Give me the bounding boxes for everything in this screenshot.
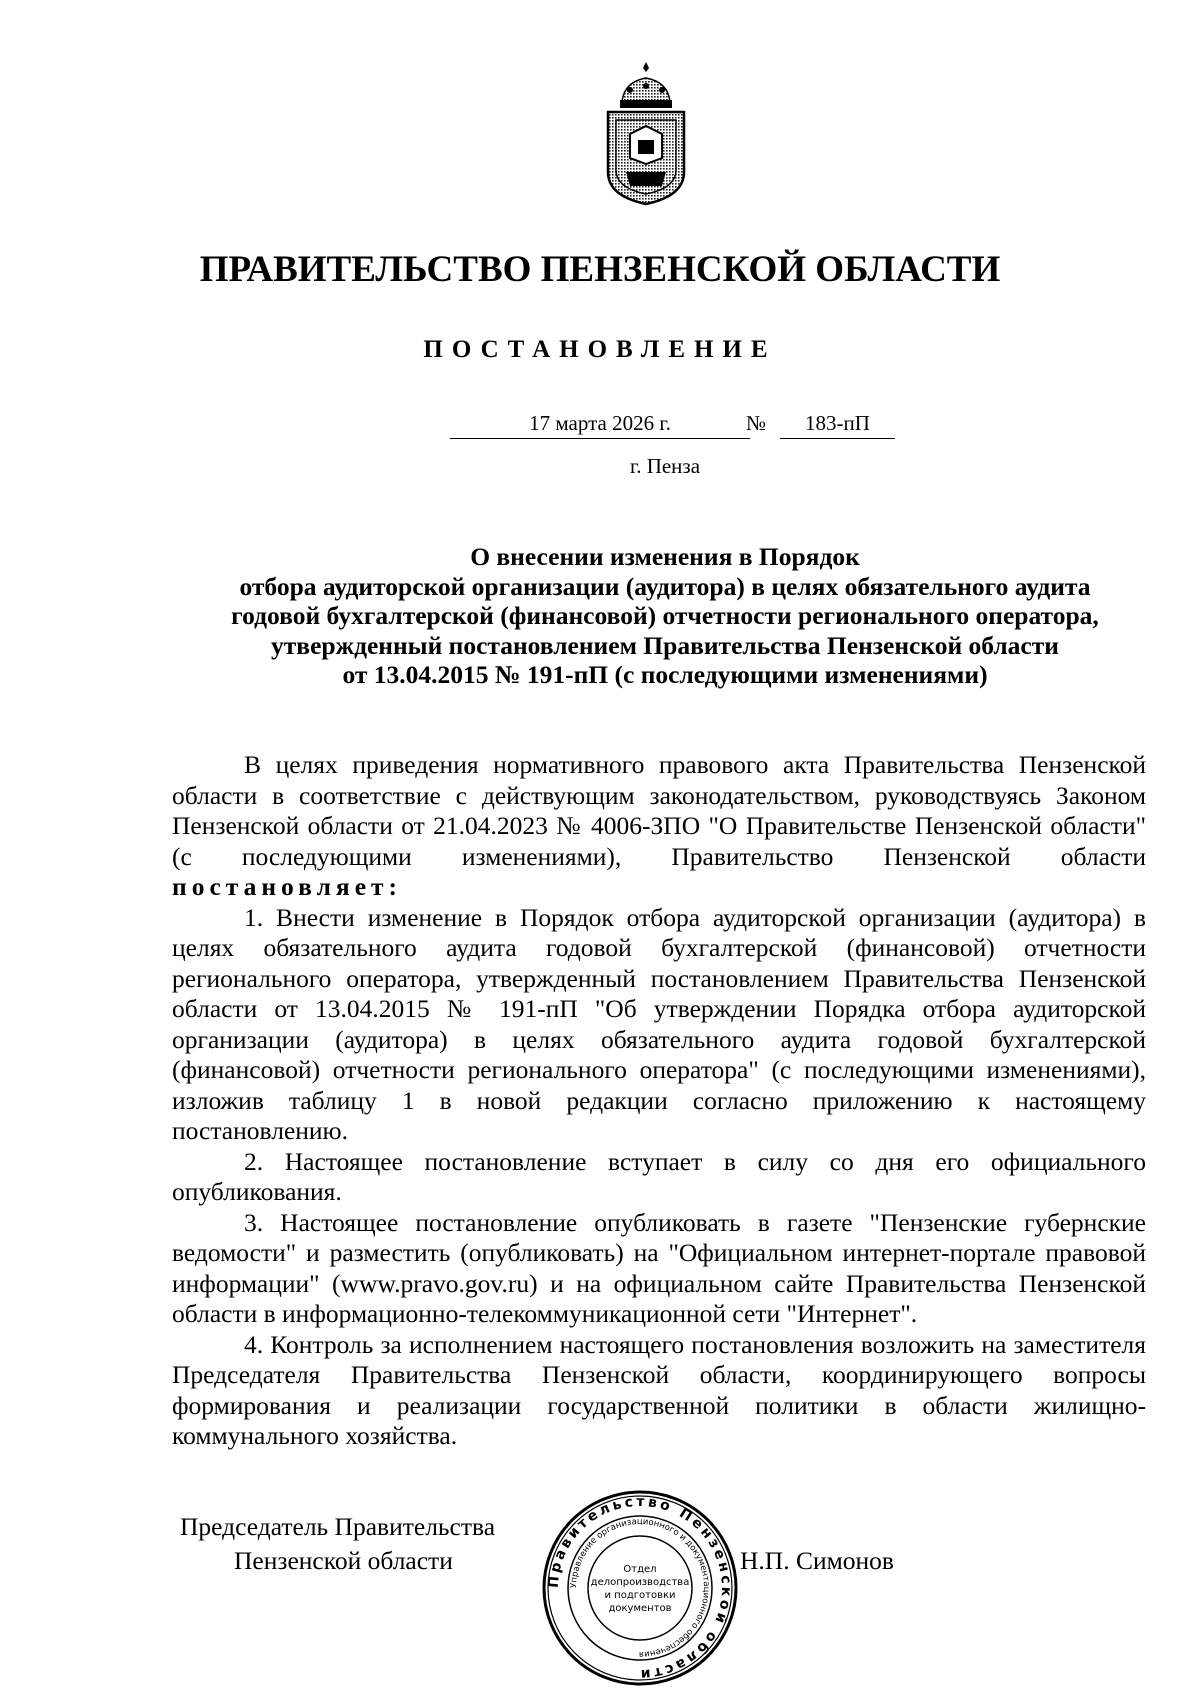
svg-text:делопроизводства: делопроизводства — [590, 1577, 690, 1588]
item-paragraph: 3. Настоящее постановление опубликовать в газете "Пензенские губернские ведомости" и разместить (опубликовать) на "Официальном интернет-портале правовой информации" (www.pravo.gov.ru) и на официальном сайте Правительства Пензенской области в информационно-телекоммуникационной сети "Интернет". — [172, 1207, 1146, 1328]
document-subject — [170, 542, 1160, 690]
signatory-position — [180, 1510, 495, 1578]
preamble-text: В целях приведения нормативного правового акта Правительства Пензенской области в соответствие с действующим законодательством, руководствуясь Законом Пензенской области от 21.04.2023 № 4006-ЗПО "О Правительстве Пензенской области" (с последующими изменениями), Правительство Пензенской области — [172, 750, 1146, 871]
svg-text:Правительство Пензенской облас: Правительство Пензенской области — [545, 1493, 735, 1683]
subject-line: от 13.04.2015 № 191-пП (с последующими изменениями) — [342, 660, 988, 689]
document-body — [172, 750, 1146, 1452]
number-sign: № — [746, 411, 767, 435]
svg-text:Управление организационного и: Управление организационного и документационного обеспечения — [568, 1516, 712, 1660]
document-city: г. Пенза — [629, 454, 701, 478]
svg-text:документов: документов — [608, 1603, 672, 1614]
document-number: 183-пП — [780, 410, 895, 439]
subject-line: О внесении изменения в Порядок — [470, 542, 860, 571]
subject-line: утвержденный постановлением Правительства Пензенской области — [271, 630, 1059, 660]
position-line: Пензенской области — [234, 1546, 453, 1575]
position-line: Председатель Правительства — [180, 1512, 496, 1541]
preamble-paragraph — [172, 750, 1146, 903]
svg-text:и подготовки: и подготовки — [604, 1590, 676, 1601]
subject-line: годовой бухгалтерской (финансовой) отчетности регионального оператора, — [231, 601, 1099, 630]
document-date: 17 марта 2026 г. — [450, 410, 750, 439]
government-title: ПРАВИТЕЛЬСТВО ПЕНЗЕНСКОЙ ОБЛАСТИ — [199, 249, 1001, 290]
item-paragraph: 2. Настоящее постановление вступает в силу со дня его официального опубликования. — [172, 1146, 1146, 1206]
decides-word: постановляет: — [172, 872, 403, 901]
coat-of-arms-emblem — [600, 60, 692, 208]
signatory-name: Н.П. Симонов — [740, 1546, 894, 1575]
document-type: ПОСТАНОВЛЕНИЕ — [423, 336, 777, 363]
official-seal-stamp — [540, 1488, 740, 1688]
subject-line: отбора аудиторской организации (аудитора) в целях обязательного аудита — [239, 571, 1091, 601]
item-paragraph: 1. Внести изменение в Порядок отбора аудиторской организации (аудитора) в целях обязательного аудита годовой бухгалтерской (финансовой) отчетности регионального оператора, утвержденный постановлением Правительства Пензенской области от 13.04.2015 № 191-пП "Об утверждении Порядка отбора аудиторской организации (аудитора) в целях обязательного аудита годовой бухгалтерской (финансовой) отчетности регионального оператора" (с последующими изменениями), изложив таблицу 1 в новой редакции согласно приложению к настоящему постановлению. — [172, 902, 1146, 1145]
item-paragraph: 4. Контроль за исполнением настоящего постановления возложить на заместителя Председателя Правительства Пензенской области, координирующего вопросы формирования и реализации государственной политики в области жилищно-коммунального хозяйства. — [172, 1329, 1146, 1450]
svg-text:Отдел: Отдел — [623, 1564, 657, 1575]
